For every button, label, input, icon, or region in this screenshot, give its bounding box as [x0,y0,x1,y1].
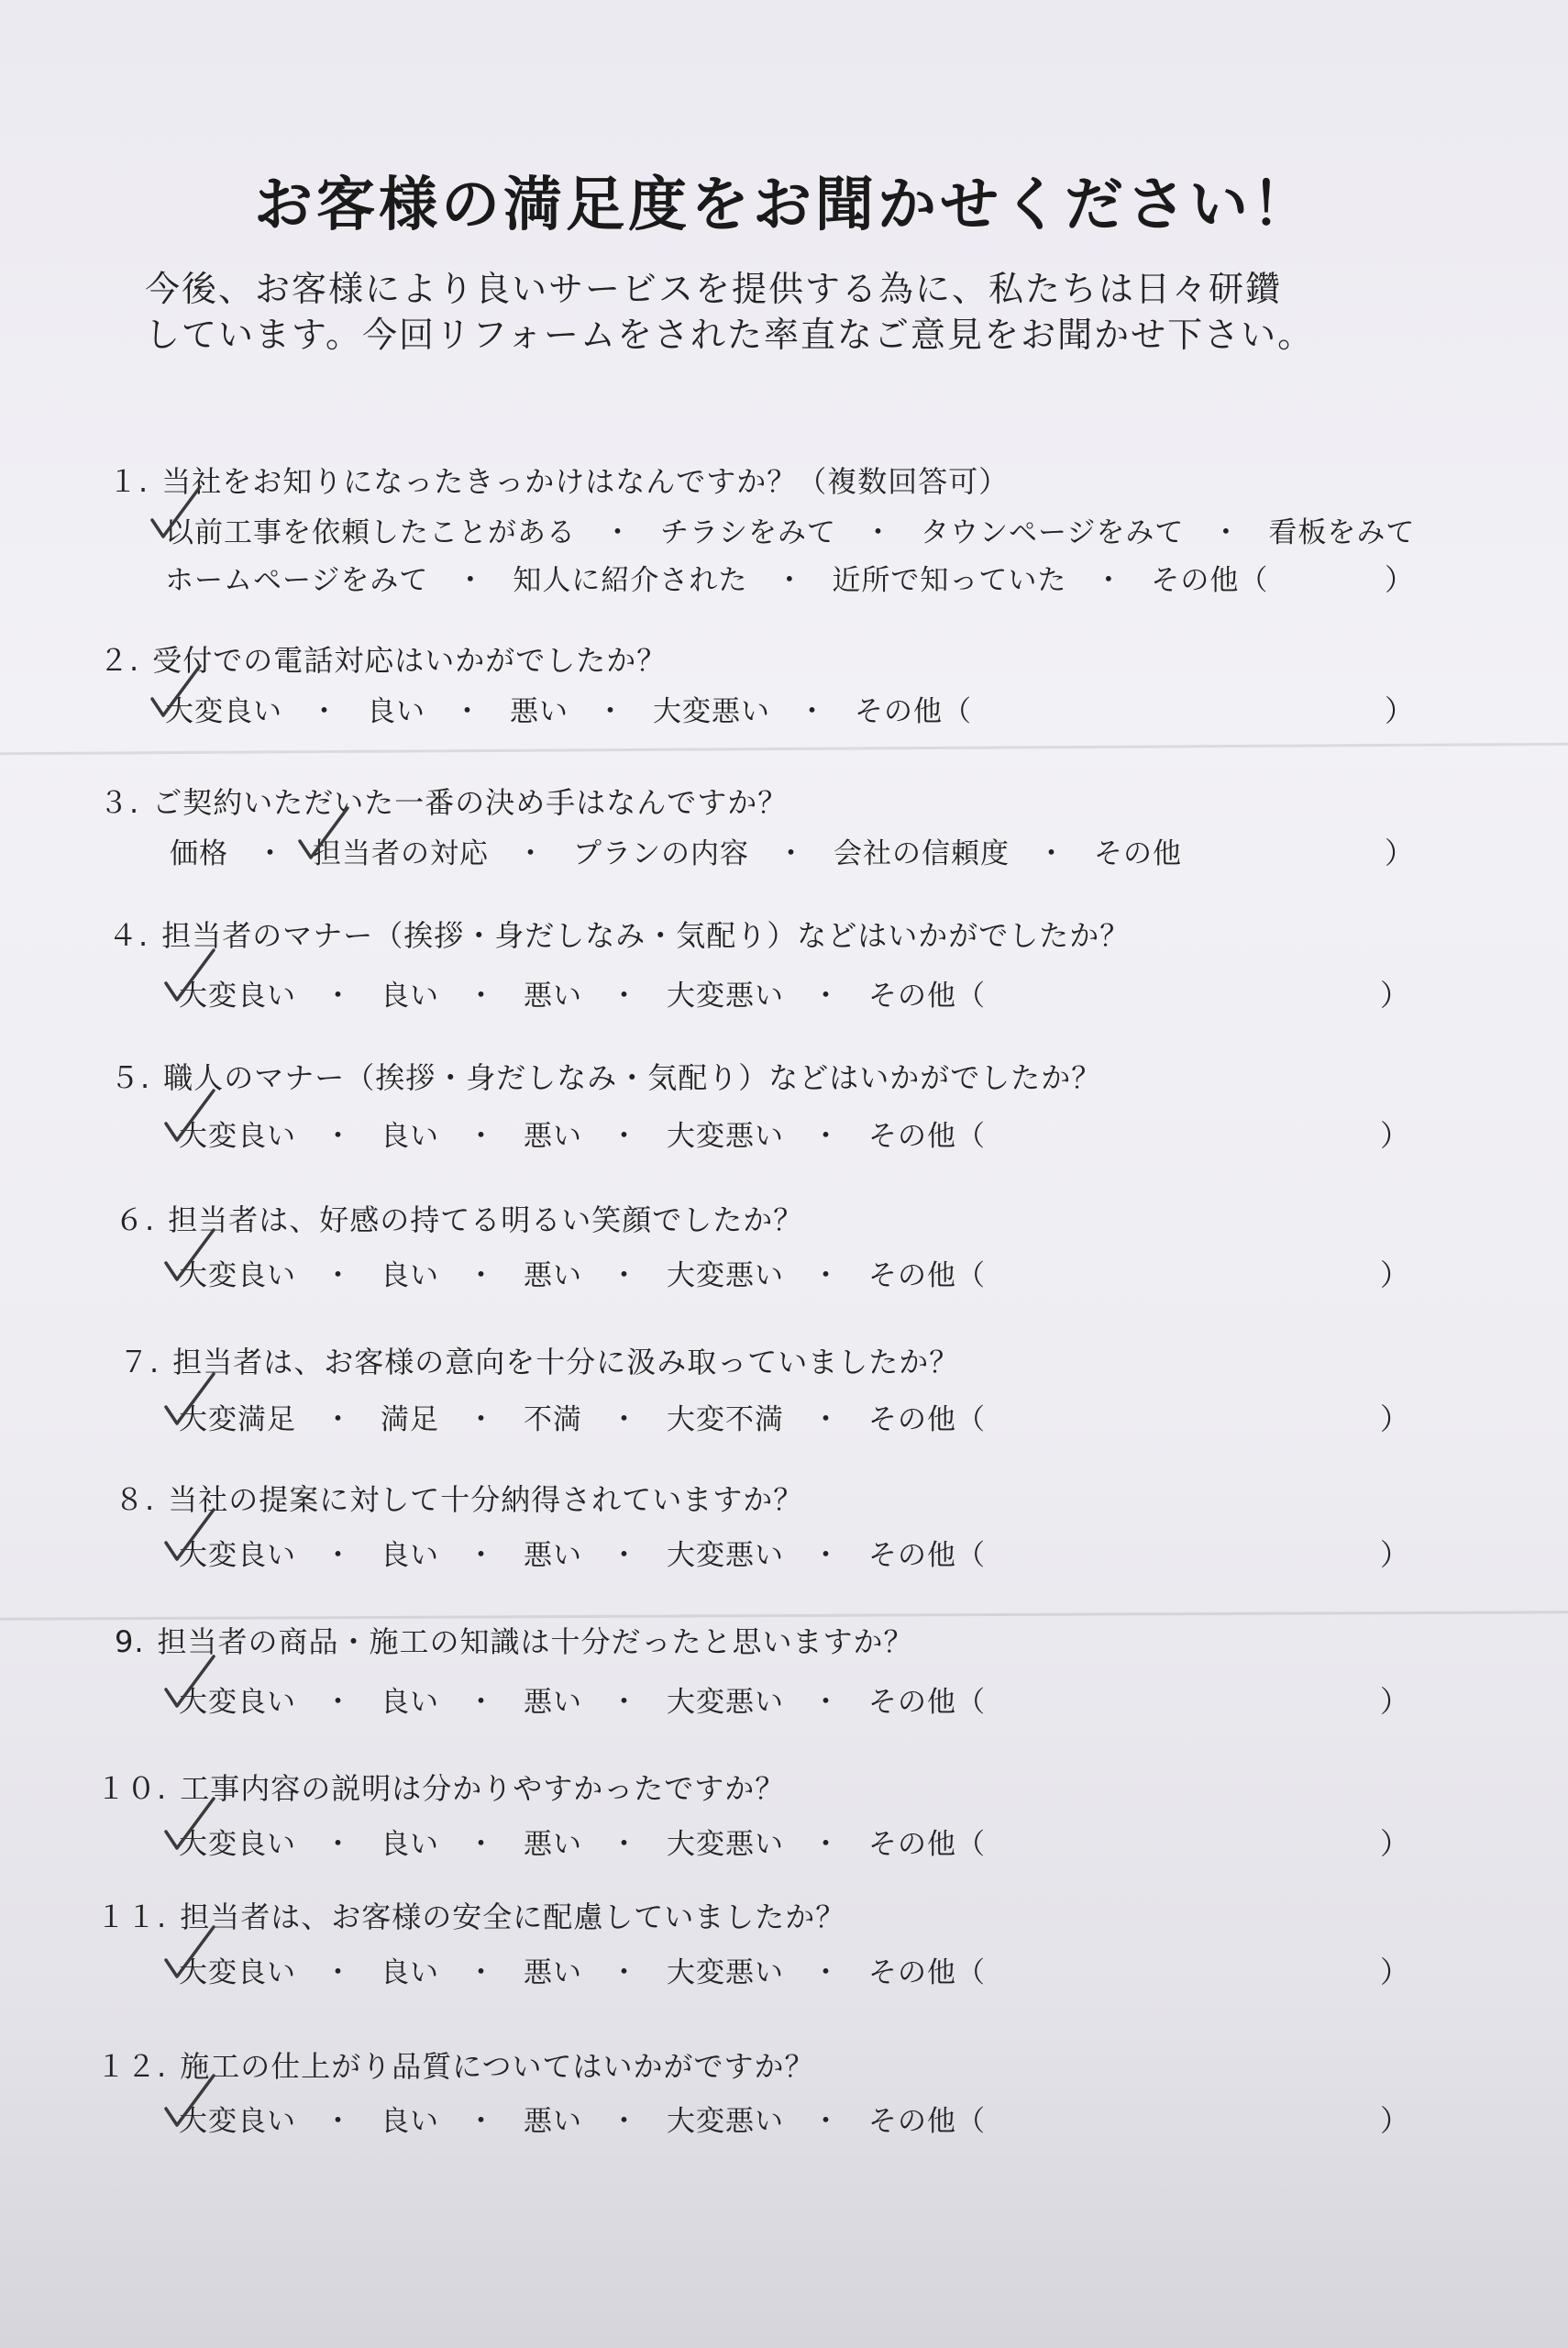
option-separator: ・ [467,2105,496,2138]
other-answer-close-paren: ） [1380,1826,1410,1861]
question-number: １１. [96,1899,168,1934]
answer-option[interactable]: 価格 [170,837,228,870]
question-text: 職人のマナー（挨拶・身だしなみ・気配り）などはいかがでしたか？ [163,1060,1102,1095]
other-answer-close-paren: ） [1380,978,1410,1013]
option-separator: ・ [775,564,805,597]
option-separator: ・ [596,695,625,728]
answer-option[interactable]: 大変良い [179,1821,296,1862]
answer-option[interactable]: その他（ [1151,564,1269,597]
question-number: ７. [119,1345,160,1379]
option-separator: ・ [456,564,486,597]
option-separator: ・ [812,1403,841,1436]
answer-option[interactable]: ホームページをみて [165,564,429,597]
other-answer-close-paren: ） [1380,1118,1410,1153]
answer-option[interactable]: 看板をみて [1268,516,1416,549]
answer-option[interactable]: その他（ [868,2105,986,2138]
answer-option[interactable]: 大変悪い [667,1539,784,1572]
checkmark-icon [147,660,211,725]
answer-option[interactable]: 良い [381,1539,439,1572]
option-separator: ・ [467,1686,496,1719]
answer-option[interactable]: その他（ [868,1828,986,1861]
answer-option[interactable]: 大変良い [179,1113,296,1154]
option-separator: ・ [812,1120,841,1153]
question-number: １０. [96,1771,168,1806]
option-separator: ・ [610,1539,639,1572]
option-separator: ・ [324,1120,353,1153]
option-separator: ・ [610,1686,639,1719]
answer-option[interactable]: 良い [381,2105,439,2138]
answer-option[interactable]: 大変良い [179,1949,296,1990]
checkmark-icon [147,482,211,546]
option-separator: ・ [610,2105,639,2138]
answer-option[interactable]: その他（ [868,1686,986,1719]
question-number: ４. [108,918,149,953]
option-separator: ・ [467,1828,496,1861]
answer-option[interactable]: 大変悪い [667,2105,784,2138]
checkmark-icon [160,2070,225,2134]
option-separator: ・ [324,1403,353,1436]
answer-options [165,688,972,729]
intro-line: しています。今回リフォームをされた率直なご意見をお聞かせ下さい。 [145,315,1315,355]
answer-option[interactable]: その他（ [868,1403,986,1436]
answer-option[interactable]: その他（ [868,1956,986,1989]
checkmark-icon [294,803,359,867]
option-separator: ・ [610,980,639,1013]
answer-option[interactable]: 良い [381,1259,439,1292]
question-number: ２. [99,643,140,678]
question-text: 担当者は、お客様の安全に配慮していましたか？ [180,1899,846,1934]
question-number: １２. [96,2049,168,2084]
answer-option[interactable]: 以前工事を依頼したことがある [165,509,576,550]
answer-options [165,509,1415,550]
option-separator: ・ [467,1120,496,1153]
answer-option[interactable]: 大変悪い [667,980,784,1013]
option-separator: ・ [610,1120,639,1153]
checkmark-icon [160,1651,225,1715]
answer-option[interactable]: チラシをみて [660,516,836,549]
answer-option[interactable]: 悪い [510,695,569,728]
question-text: 施工の仕上がり品質についてはいかがですか？ [180,2049,815,2084]
question-number: ５. [110,1060,151,1095]
answer-option[interactable]: 大変良い [179,2098,296,2139]
answer-option[interactable]: 大変悪い [667,1259,784,1292]
checkmark-icon [160,1922,225,1986]
survey-intro [145,266,1314,358]
option-separator: ・ [467,1403,496,1436]
survey-title: お客様の満足度をお聞かせください！ [254,172,1314,239]
question-heading [119,1339,959,1381]
question-number: ８. [115,1482,156,1517]
answer-option[interactable]: 悪い [524,1259,582,1292]
answer-option[interactable]: 悪い [524,1539,582,1572]
option-separator: ・ [324,1259,353,1292]
checkmark-icon [160,1504,225,1568]
question-number: 9. [115,1624,145,1659]
answer-option[interactable]: 担当者の対応 [313,830,489,871]
option-separator: ・ [453,695,482,728]
answer-option[interactable]: 良い [381,1686,439,1719]
answer-option[interactable]: その他（ [868,1259,986,1292]
other-answer-close-paren: ） [1385,836,1415,870]
question-number: １. [108,464,149,499]
question-text: 当社をお知りになったきっかけはなんですか？（複数回答可） [161,464,1010,499]
answer-option[interactable]: 大変良い [179,1678,296,1720]
answer-option[interactable]: その他（ [855,695,972,728]
answer-option[interactable]: 悪い [524,1120,582,1153]
answer-option[interactable]: その他（ [868,1120,986,1153]
checkmark-icon [160,945,225,1009]
question-text: 当社の提案に対して十分納得されていますか？ [168,1482,804,1517]
answer-options [179,972,986,1013]
answer-options [170,830,1182,871]
option-separator: ・ [516,837,546,870]
option-separator: ・ [812,1539,841,1572]
answer-option[interactable]: その他（ [868,980,986,1013]
question-heading [110,1055,1101,1097]
option-separator: ・ [324,2105,353,2138]
question-text: 担当者のマナー（挨拶・身だしなみ・気配り）などはいかがでしたか？ [161,918,1131,953]
answer-options [179,1821,986,1862]
question-text: ご契約いただいた一番の決め手はなんですか？ [152,785,789,820]
option-separator: ・ [777,837,806,870]
question-heading [108,459,1009,501]
option-separator: ・ [610,1828,639,1861]
option-separator: ・ [812,1259,841,1292]
option-separator: ・ [610,1956,639,1989]
other-answer-close-paren: ） [1380,1257,1410,1292]
answer-option[interactable]: その他 [1094,837,1182,870]
answer-options [179,2098,986,2139]
option-separator: ・ [812,1828,841,1861]
question-text: 担当者は、お客様の意向を十分に汲み取っていましたか？ [172,1345,960,1379]
question-number: ６. [115,1202,156,1237]
option-separator: ・ [467,1539,496,1572]
option-separator: ・ [310,695,339,728]
option-separator: ・ [798,695,827,728]
option-separator: ・ [1094,564,1124,597]
option-separator: ・ [324,1956,353,1989]
question-heading [115,1619,914,1661]
option-separator: ・ [1037,837,1066,870]
answer-options [179,1949,986,1990]
answer-option[interactable]: 大変不満 [667,1403,784,1436]
other-answer-close-paren: ） [1380,1401,1410,1436]
answer-options [165,557,1268,598]
answer-option[interactable]: 知人に紹介された [513,564,748,597]
answer-options [179,1396,986,1437]
option-separator: ・ [812,980,841,1013]
answer-option[interactable]: 悪い [524,1956,582,1989]
answer-option[interactable]: 大変良い [165,688,282,729]
answer-option[interactable]: その他（ [868,1539,986,1572]
other-answer-close-paren: ） [1380,1537,1410,1572]
other-answer-close-paren: ） [1385,693,1415,728]
answer-option[interactable]: 悪い [524,980,582,1013]
option-separator: ・ [467,1956,496,1989]
answer-option[interactable]: 大変悪い [667,1828,784,1861]
answer-option[interactable]: 大変悪い [667,1686,784,1719]
answer-option[interactable]: 大変良い [179,972,296,1013]
answer-option[interactable]: 大変悪い [667,1956,784,1989]
question-text: 担当者は、好感の持てる明るい笑顔でしたか？ [168,1202,804,1237]
option-separator: ・ [324,1828,353,1861]
answer-option[interactable]: 良い [381,1828,439,1861]
question-text: 担当者の商品・施工の知識は十分だったと思いますか？ [157,1624,914,1659]
answer-option[interactable]: 良い [381,1120,439,1153]
answer-option[interactable]: 良い [367,695,425,728]
intro-line: 今後、お客様により良いサービスを提供する為に、私たちは日々研鑽 [145,269,1283,309]
paper-fold-line [0,743,1568,755]
option-separator: ・ [1211,516,1242,549]
answer-option[interactable]: 満足 [381,1403,439,1436]
question-text: 工事内容の説明は分かりやすかったですか？ [180,1771,786,1806]
answer-option[interactable]: 悪い [524,1828,582,1861]
option-separator: ・ [324,1686,353,1719]
answer-options [179,1532,986,1573]
question-text: 受付での電話対応はいかがでしたか？ [152,643,668,678]
option-separator: ・ [864,516,893,549]
option-separator: ・ [256,837,285,870]
answer-option[interactable]: 会社の信頼度 [834,837,1010,870]
answer-options [179,1678,986,1720]
other-answer-close-paren: ） [1380,1684,1410,1719]
option-separator: ・ [610,1259,639,1292]
answer-option[interactable]: 悪い [524,1686,582,1719]
answer-options [179,1113,986,1154]
answer-option[interactable]: 良い [381,1956,439,1989]
answer-option[interactable]: 大変悪い [653,695,770,728]
checkmark-icon [160,1793,225,1857]
other-answer-close-paren: ） [1380,1955,1410,1989]
answer-option[interactable]: 不満 [524,1403,582,1436]
option-separator: ・ [812,1686,841,1719]
answer-option[interactable]: 大変満足 [179,1396,296,1437]
question-heading [99,780,788,822]
answer-option[interactable]: 近所で知っていた [832,564,1067,597]
answer-option[interactable]: タウンページをみて [921,516,1185,549]
checkmark-icon [160,1224,225,1289]
other-answer-close-paren: ） [1385,562,1415,597]
answer-option[interactable]: 良い [381,980,439,1013]
checkmark-icon [160,1368,225,1433]
answer-option[interactable]: 大変良い [179,1532,296,1573]
option-separator: ・ [324,1539,353,1572]
answer-option[interactable]: プランの内容 [573,837,749,870]
answer-option[interactable]: 悪い [524,2105,582,2138]
answer-option[interactable]: 大変良い [179,1252,296,1293]
answer-options [179,1252,986,1293]
option-separator: ・ [324,980,353,1013]
option-separator: ・ [467,980,496,1013]
option-separator: ・ [812,2105,841,2138]
option-separator: ・ [610,1403,639,1436]
question-number: ３. [99,785,140,820]
option-separator: ・ [603,516,633,549]
answer-option[interactable]: 大変悪い [667,1120,784,1153]
option-separator: ・ [467,1259,496,1292]
checkmark-icon [160,1085,225,1149]
question-heading [108,913,1130,955]
option-separator: ・ [812,1956,841,1989]
other-answer-close-paren: ） [1380,2103,1410,2138]
